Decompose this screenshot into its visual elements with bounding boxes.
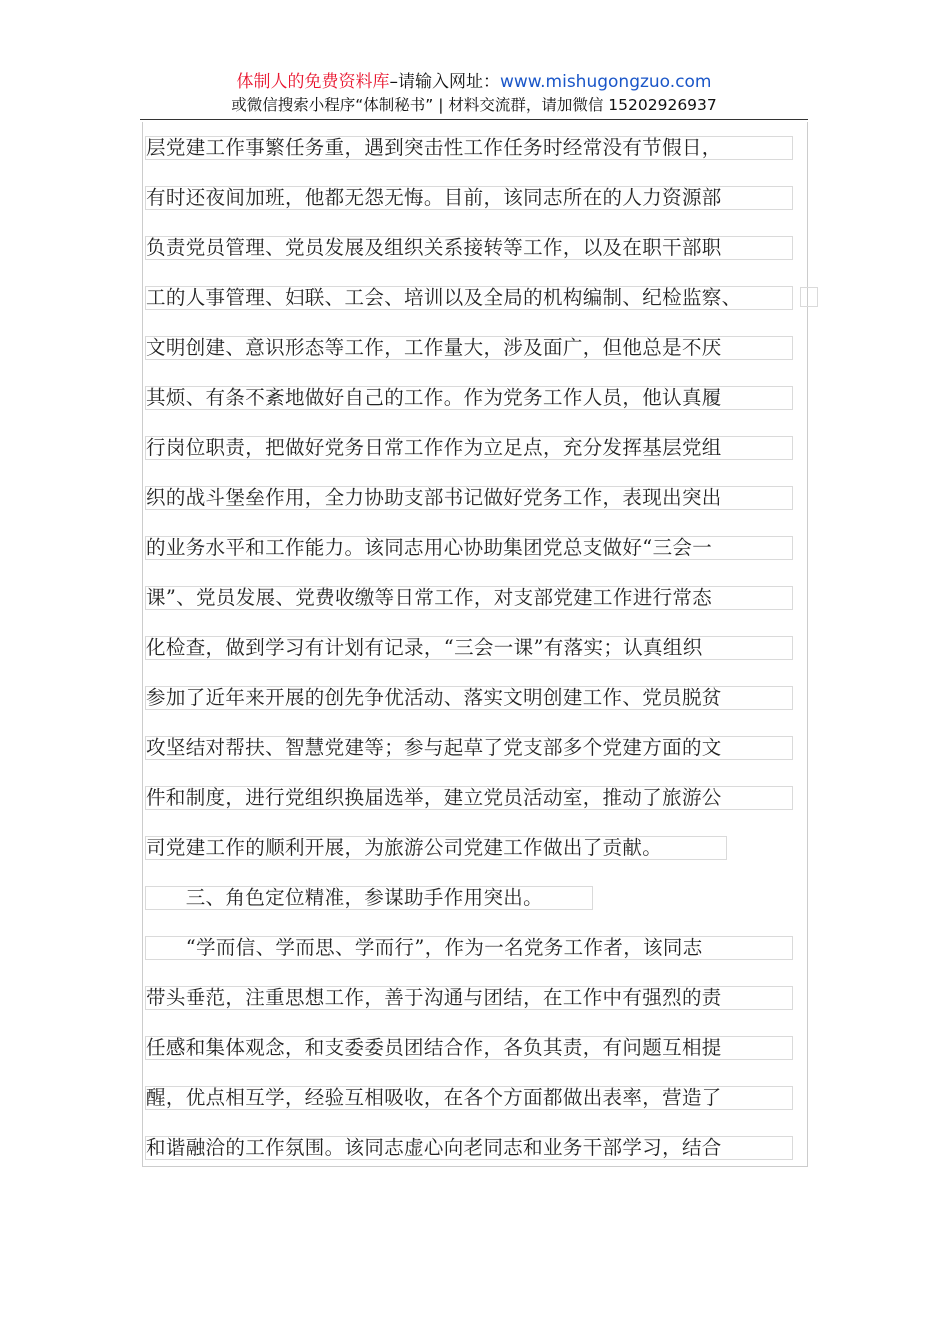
site-name: 体制人的免费资料库 bbox=[236, 72, 390, 92]
page-header bbox=[140, 70, 808, 116]
text-line: 其烦、有条不紊地做好自己的工作。作为党务工作人员，他认真履 bbox=[145, 386, 793, 410]
text-line: 件和制度，进行党组织换届选举，建立党员活动室，推动了旅游公 bbox=[145, 786, 793, 810]
text-line: 参加了近年来开展的创先争优活动、落实文明创建工作、党员脱贫 bbox=[145, 686, 793, 710]
text-line: 有时还夜间加班，他都无怨无悔。目前，该同志所在的人力资源部 bbox=[145, 186, 793, 210]
text-line: 和谐融洽的工作氛围。该同志虚心向老同志和业务干部学习，结合 bbox=[145, 1136, 793, 1160]
header-line-1 bbox=[140, 70, 808, 94]
text-line: 化检查，做到学习有计划有记录，“三会一课”有落实；认真组织 bbox=[145, 636, 793, 660]
text-line: 织的战斗堡垒作用，全力协助支部书记做好党务工作，表现出突出 bbox=[145, 486, 793, 510]
url-prompt: –请输入网址： bbox=[389, 72, 500, 92]
text-line: 负责党员管理、党员发展及组织关系接转等工作，以及在职干部职 bbox=[145, 236, 793, 260]
text-line: “学而信、学而思、学而行”，作为一名党务工作者，该同志 bbox=[145, 936, 793, 960]
text-line: 文明创建、意识形态等工作，工作量大，涉及面广，但他总是不厌 bbox=[145, 336, 793, 360]
text-line: 课”、党员发展、党费收缴等日常工作，对支部党建工作进行常态 bbox=[145, 586, 793, 610]
text-line: 攻坚结对帮扶、智慧党建等；参与起草了党支部多个党建方面的文 bbox=[145, 736, 793, 760]
header-line-2: 或微信搜索小程序“体制秘书” | 材料交流群，请加微信 15202926937 bbox=[231, 96, 717, 114]
text-line: 带头垂范，注重思想工作，善于沟通与团结，在工作中有强烈的责 bbox=[145, 986, 793, 1010]
text-line: 工的人事管理、妇联、工会、培训以及全局的机构编制、纪检监察、 bbox=[145, 286, 793, 310]
text-line: 醒，优点相互学，经验互相吸收，在各个方面都做出表率，营造了 bbox=[145, 1086, 793, 1110]
text-line: 行岗位职责，把做好党务日常工作作为立足点，充分发挥基层党组 bbox=[145, 436, 793, 460]
text-line: 的业务水平和工作能力。该同志用心协助集团党总支做好“三会一 bbox=[145, 536, 793, 560]
section-heading: 三、角色定位精准，参谋助手作用突出。 bbox=[145, 886, 593, 910]
site-url-link[interactable]: www.mishugongzuo.com bbox=[499, 72, 712, 92]
header-divider bbox=[140, 119, 808, 120]
text-line: 层党建工作事繁任务重，遇到突击性工作任务时经常没有节假日， bbox=[145, 136, 793, 160]
text-line: 司党建工作的顺利开展，为旅游公司党建工作做出了贡献。 bbox=[145, 836, 727, 860]
text-overflow-box bbox=[800, 287, 818, 307]
text-line: 任感和集体观念，和支委委员团结合作，各负其责，有问题互相提 bbox=[145, 1036, 793, 1060]
